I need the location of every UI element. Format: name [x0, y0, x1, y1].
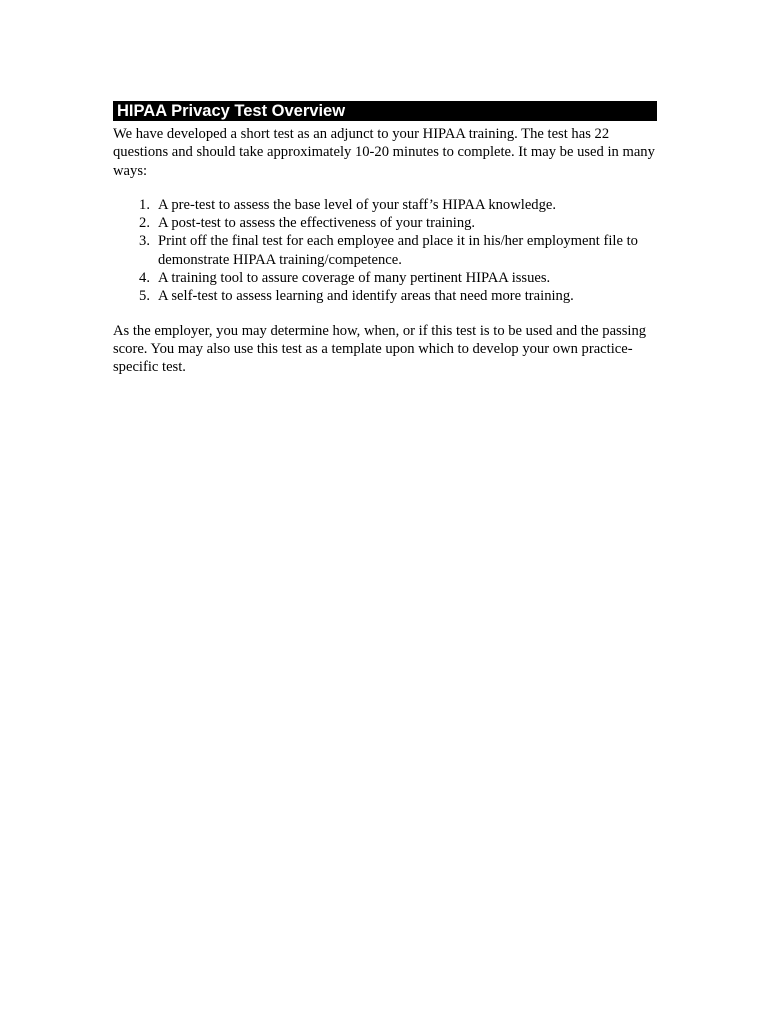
list-item: [113, 196, 657, 214]
closing-paragraph: As the employer, you may determine how, when, or if this test is to be used and the passing score. You may also use this test as a template upon which to develop your own practice-specific test.: [113, 322, 647, 376]
list-item-text: A training tool to assure coverage of many pertinent HIPAA issues.: [158, 270, 551, 287]
list-item-number: 4.: [139, 270, 150, 287]
list-item: [113, 232, 657, 269]
uses-list: [113, 196, 657, 306]
list-item-number: 1.: [139, 196, 150, 213]
list-item-text: Print off the final test for each employee and place it in his/her employment file to demonstrate HIPAA training/competence.: [158, 233, 638, 268]
list-item: [113, 287, 657, 305]
list-item-text: A post-test to assess the effectiveness of your training.: [158, 215, 476, 232]
list-item-number: 3.: [139, 233, 150, 250]
intro-paragraph: We have developed a short test as an adjunct to your HIPAA training. The test has 22 questions and should take approximately 10-20 minutes to complete. It may be used in many ways:: [113, 126, 655, 179]
list-item-number: 5.: [139, 288, 150, 305]
list-item: [113, 269, 657, 287]
list-item: [113, 214, 657, 232]
document-page: [113, 101, 657, 377]
list-item-text: A pre-test to assess the base level of your staff’s HIPAA knowledge.: [158, 196, 557, 213]
list-item-text: A self-test to assess learning and identify areas that need more training.: [158, 288, 574, 305]
list-item-number: 2.: [139, 215, 150, 232]
section-heading: HIPAA Privacy Test Overview: [113, 101, 657, 121]
